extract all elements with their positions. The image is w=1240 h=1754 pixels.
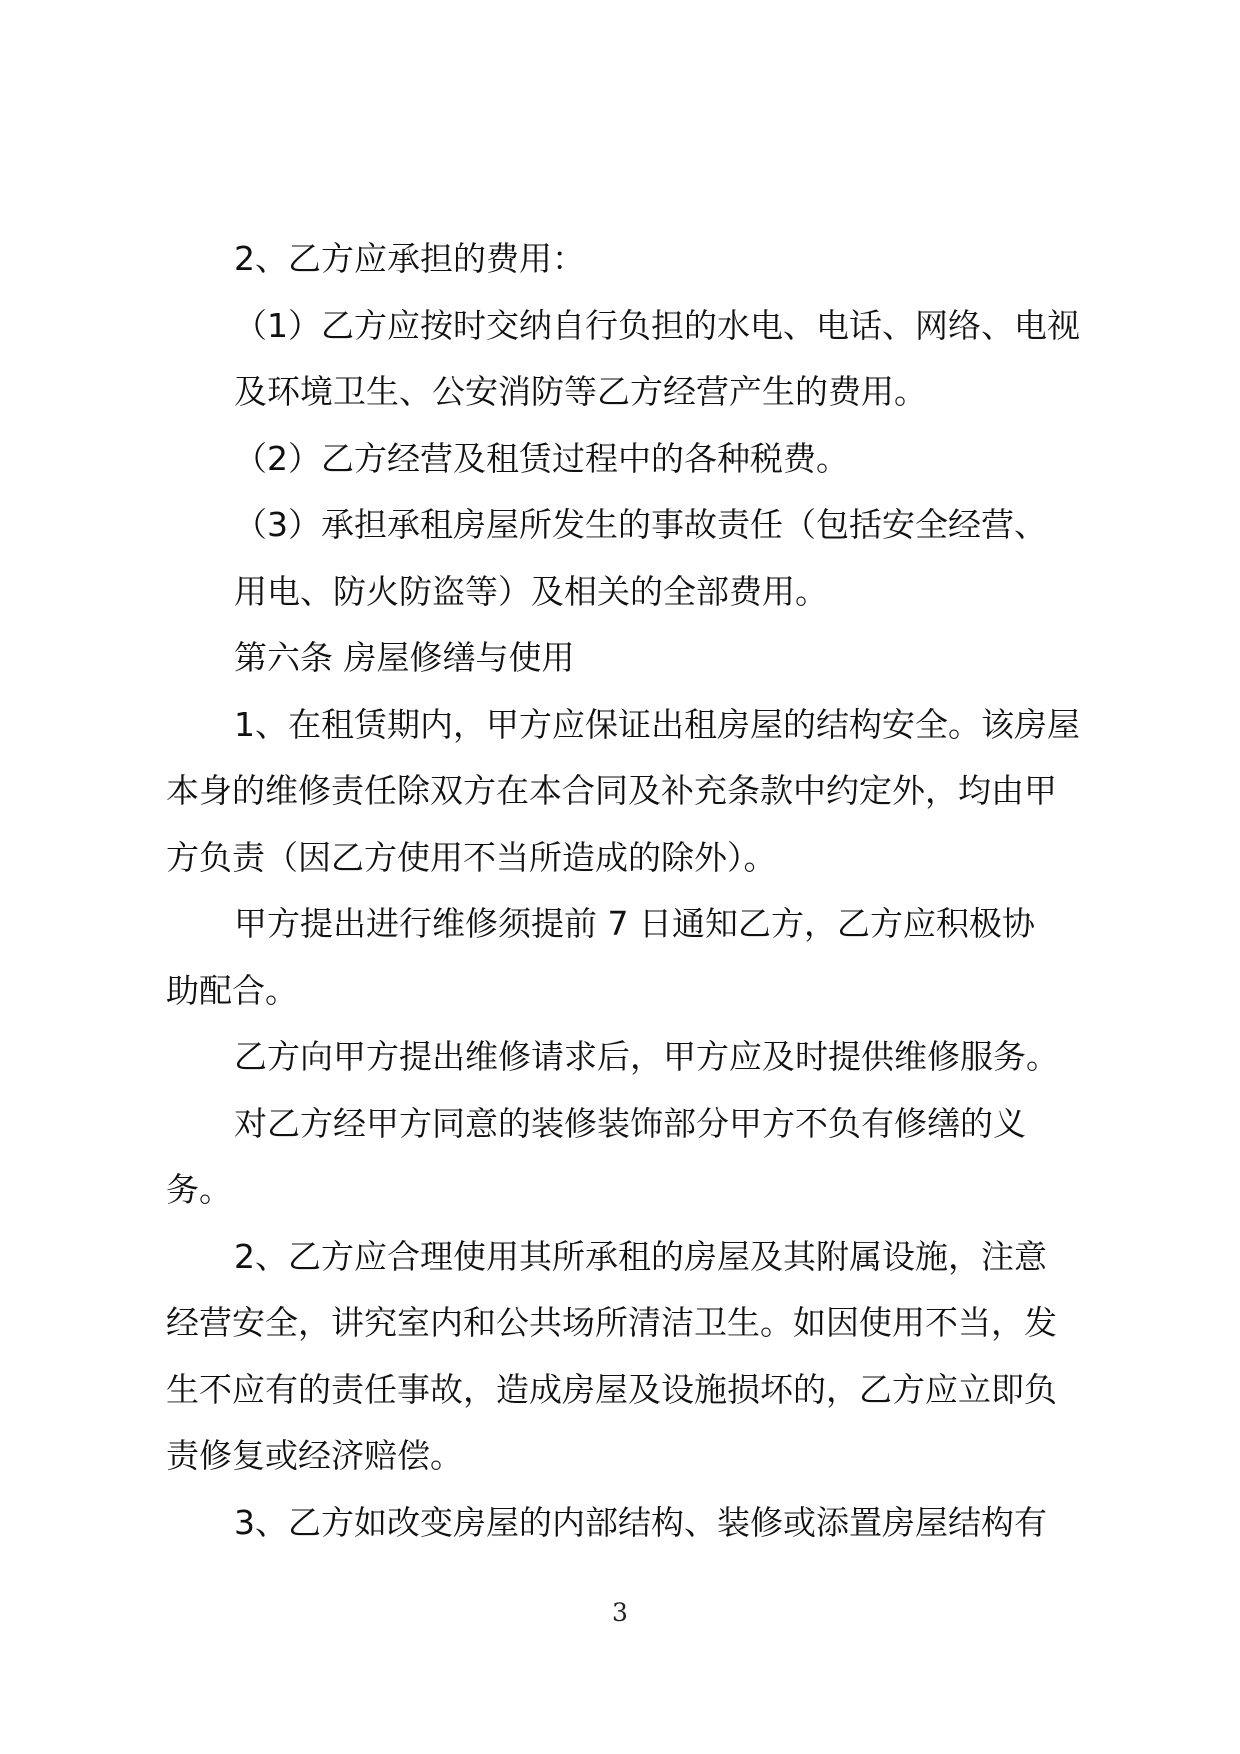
text-line: 助配合。 (166, 970, 298, 1010)
text-line: 生不应有的责任事故，造成房屋及设施损坏的，乙方应立即负 (166, 1369, 1057, 1409)
text-line: 务。 (166, 1170, 232, 1209)
document-body (166, 226, 1086, 1556)
text-line: 对乙方经甲方同意的装修装饰部分甲方不负有修缮的义 (234, 1103, 1026, 1143)
text-line: 甲方提出进行维修须提前 7 日通知乙方，乙方应积极协 (234, 904, 1035, 943)
page-number: 3 (612, 1598, 628, 1627)
section-heading: 第六条 房屋修缮与使用 (234, 638, 575, 677)
text-line: 2、乙方应合理使用其所承租的房屋及其附属设施，注意 (234, 1236, 1047, 1276)
text-line: 3、乙方如改变房屋的内部结构、装修或添置房屋结构有 (234, 1502, 1047, 1542)
text-line: （1）乙方应按时交纳自行负担的水电、电话、网络、电视 (234, 305, 1080, 345)
text-line: 用电、防火防盗等）及相关的全部费用。 (234, 571, 828, 611)
text-line: 2、乙方应承担的费用： (234, 239, 585, 278)
text-line: 经营安全，讲究室内和公共场所清洁卫生。如因使用不当，发 (166, 1303, 1057, 1342)
text-line: 1、在租赁期内，甲方应保证出租房屋的结构安全。该房屋 (234, 704, 1080, 744)
text-line: 及环境卫生、公安消防等乙方经营产生的费用。 (234, 372, 927, 411)
text-line: （2）乙方经营及租赁过程中的各种税费。 (234, 438, 849, 478)
text-line: 乙方向甲方提出维修请求后，甲方应及时提供维修服务。 (234, 1037, 1059, 1076)
text-line: 责修复或经济赔偿。 (166, 1436, 463, 1475)
text-line: 本身的维修责任除双方在本合同及补充条款中约定外，均由甲 (166, 771, 1057, 810)
text-line: （3）承担承租房屋所发生的事故责任（包括安全经营、 (234, 505, 1047, 544)
text-line: 方负责（因乙方使用不当所造成的除外）。 (166, 837, 777, 877)
